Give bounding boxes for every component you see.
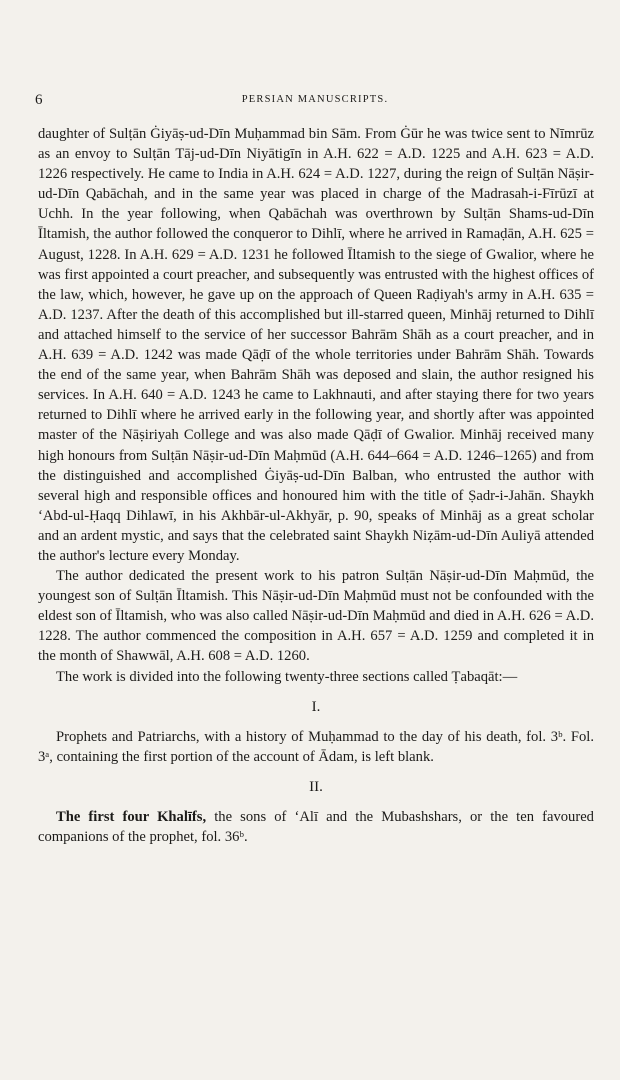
page-header	[35, 92, 595, 112]
section-lead: The first four Khalīfs,	[56, 809, 207, 825]
section-heading-1: I.	[311, 698, 321, 715]
body-text	[38, 124, 594, 847]
paragraph: The work is divided into the following twenty-three sections called Ṭabaqāt:—	[56, 668, 518, 685]
section-text: Prophets and Patriarchs, with a history of Muḥammad to the day of his death, fol. 3ᵇ. Fol. 3ᵃ, containing the first portion of the account of Ādam, is left blank.	[38, 728, 594, 765]
paragraph: daughter of Sulṭān Ġiyāṣ-ud-Dīn Muḥammad bin Sām. From Ġūr he was twice sent to Nīmrūz as an envoy to Sulṭān Tāj-ud-Dīn Niyātigīn in A.H. 622 = A.D. 1225 and A.H. 623 = A.D. 1226 respectively. He came to India in A.H. 624 = A.D. 1227, during the reign of Sulṭān Nāṣir-ud-Dīn Qabāchah, and in the same year was placed in charge of the Madrasah-i-Fīrūzī at Uchh. In the year following, when Qabāchah was overthrown by Sulṭān Shams-ud-Dīn Īltamish, the author followed the conqueror to Dihlī, where he arrived in Ramaḍān, A.H. 625 = August, 1228. In A.H. 629 = A.D. 1231 he followed Īltamish to the siege of Gwalior, where he was first appointed a court preacher, and subsequently was entrusted with the highest offices of the law, which, however, he gave up on the approach of Queen Raḍiyah's army in A.H. 635 = A.D. 1237. After the death of this accomplished but ill-starred queen, Minhāj returned to Dihlī and attached himself to the service of her successor Bahrām Shāh as a court preacher, and in A.H. 639 = A.D. 1242 was made Qāḍī of the whole territories under Bahrām Shāh. Towards the end of the same year, when Bahrām Shāh was deposed and slain, the author resigned his services. In A.H. 640 = A.D. 1243 he came to Lakhnauti, and after staying there for two years returned to Dihlī where he arrived early in the following year, and shortly after was appointed master of the Nāṣiriyah College and was also made Qāḍī of Gwalior. Minhāj received many high honours from Sulṭān Nāṣir-ud-Dīn Maḥmūd (A.H. 644–664 = A.D. 1246–1265) and from the distinguished and accomplished Ġiyāṣ-ud-Dīn Balban, who entrusted the author with several high and responsible offices and honoured him with the title of Ṣadr-i-Jahān. Shaykh ‘Abd-ul-Ḥaqq Dihlawī, in his Akhbār-ul-Akhyār, p. 90, speaks of Minhāj as a great scholar and an ardent mystic, and says that the celebrated saint Shaykh Niẓām-ud-Dīn Auliyā attended the author's lecture every Monday.	[38, 126, 594, 564]
section-heading-2: II.	[309, 778, 323, 795]
section-text: the sons of ‘Alī and the Mubashshars, or the ten favoured companions of the prophet, fol. 36ᵇ.	[38, 809, 594, 846]
running-head: PERSIAN MANUSCRIPTS.	[241, 94, 389, 105]
section-description-1	[38, 727, 594, 767]
section-description-2	[38, 807, 594, 847]
page-number: 6	[35, 92, 43, 108]
paragraph: The author dedicated the present work to his patron Sulṭān Nāṣir-ud-Dīn Maḥmūd, the youngest son of Sulṭān Īltamish. This Nāṣir-ud-Dīn Maḥmūd must not be confounded with the eldest son of Īltamish, who was also called Nāṣir-ud-Dīn Maḥmūd and died in A.H. 626 = A.D. 1228. The author commenced the composition in A.H. 657 = A.D. 1259 and completed it in the month of Shawwāl, A.H. 608 = A.D. 1260.	[38, 568, 594, 665]
